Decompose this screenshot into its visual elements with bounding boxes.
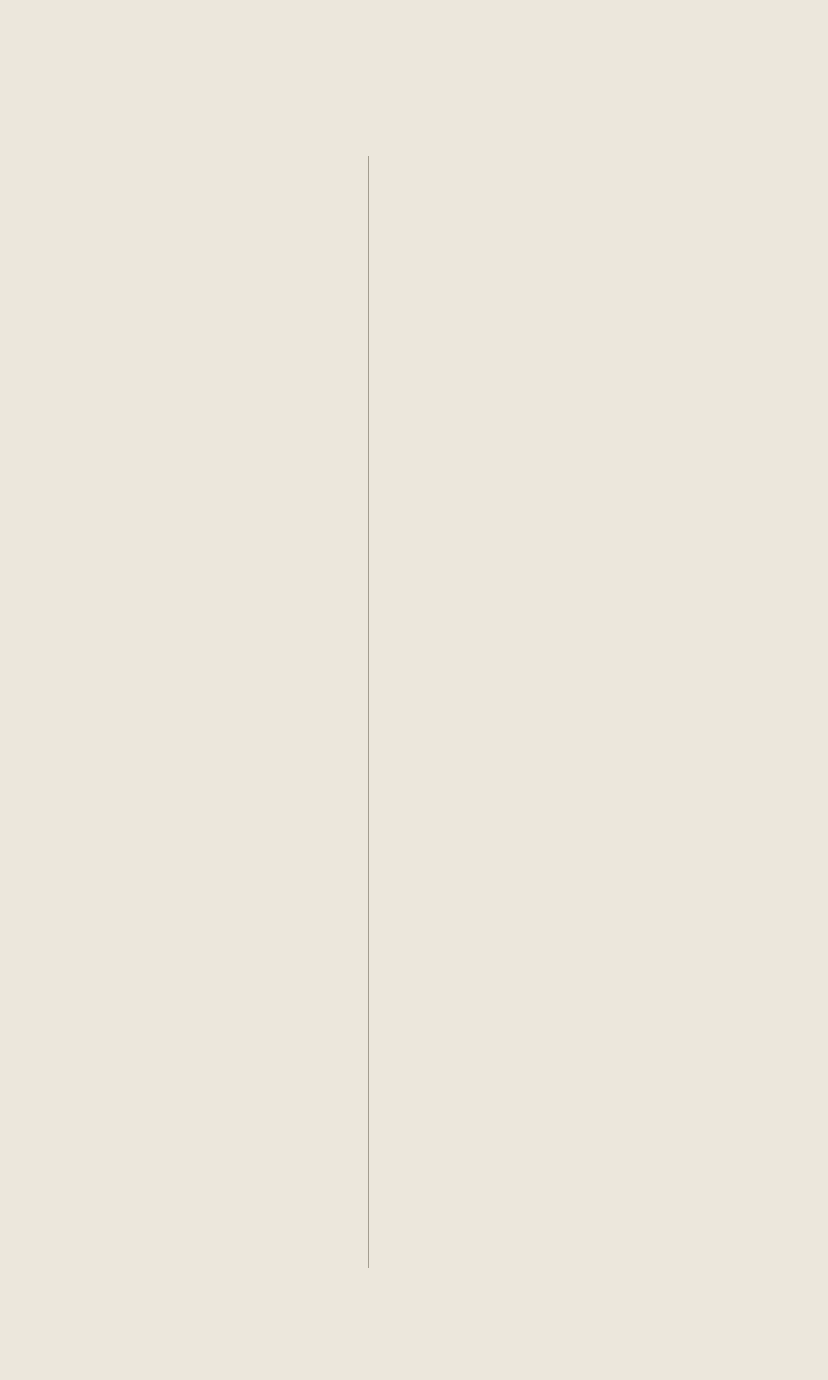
- column-divider: [368, 156, 369, 1268]
